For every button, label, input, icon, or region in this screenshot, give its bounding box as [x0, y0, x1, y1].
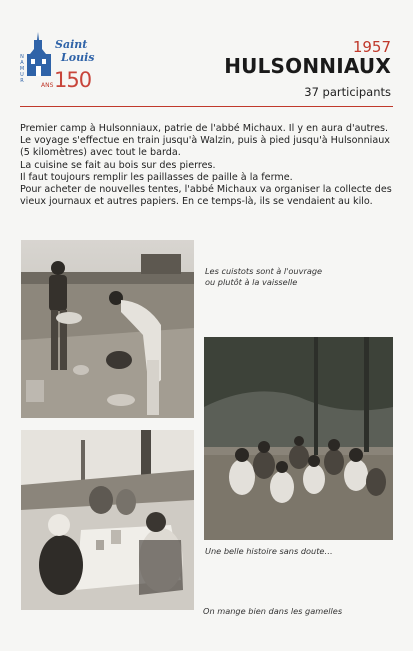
body-line: Le voyage s'effectue en train jusqu'à Walzin, puis à pied jusqu'à Hulsonniaux (5 kilomètres) avec tout le barda.	[20, 135, 390, 159]
header-divider	[20, 106, 393, 107]
caption-eating: On mange bien dans les gamelles	[203, 606, 343, 616]
body-line: Premier camp à Hulsonniaux, patrie de l'abbé Michaux. Il y en aura d'autres.	[20, 123, 389, 134]
body-line: Pour acheter de nouvelles tentes, l'abbé Michaux va organiser la collecte des vieux journaux et autres papiers. En ce temps-là, ils se vendaient au kilo.	[20, 184, 392, 208]
logo-louis-text: Louis	[61, 51, 95, 64]
caption-line: ou plutôt à la vaisselle	[205, 277, 298, 287]
caption-story: Une belle histoire sans doute…	[205, 546, 333, 556]
logo-namur-text: NAMUR	[19, 54, 25, 84]
caption-line: Les cuistots sont à l'ouvrage	[205, 266, 323, 276]
body-text	[20, 123, 396, 208]
caption-cooks	[205, 266, 322, 288]
logo-ans-text: ANS	[41, 82, 54, 89]
photo-eating	[21, 430, 194, 610]
saint-louis-150-logo	[18, 30, 98, 98]
logo-150-text: 150	[54, 68, 92, 92]
body-line: Il faut toujours remplir les paillasses de paille à la ferme.	[20, 171, 293, 183]
body-line: La cuisine se fait au bois sur des pierres.	[20, 159, 216, 171]
photo-group-circle	[204, 337, 393, 540]
year: 1957	[352, 38, 391, 56]
page-title: HULSONNIAUX	[224, 54, 391, 78]
photo-cooks	[21, 240, 194, 418]
logo-saint-text: Saint	[55, 38, 88, 51]
participant-count: 37 participants	[304, 85, 391, 99]
